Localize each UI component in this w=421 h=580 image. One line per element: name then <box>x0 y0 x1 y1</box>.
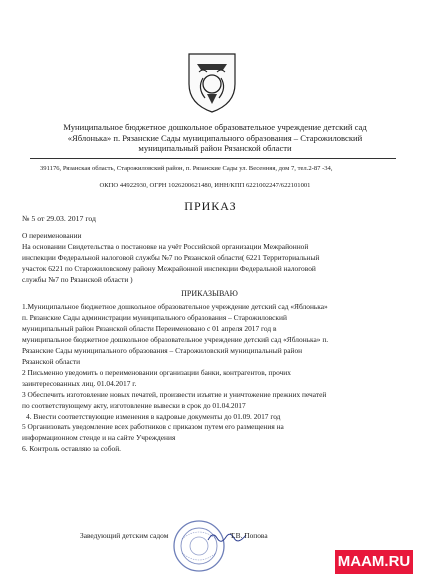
order-number: № 5 от 29.03. 2017 год <box>22 214 97 223</box>
organization-header <box>50 122 380 154</box>
item-2-line: заинтересованных лиц. 01.04.2017 г. <box>22 378 137 388</box>
item-1-line: Рязанской области <box>22 356 81 366</box>
registration-codes: ОКПО 44922930, ОГРН 1026200621480, ИНН/КПП 6221002247/622101001 <box>99 182 311 189</box>
item-5-line: информационном стенде и на сайте Учреждения <box>22 433 176 443</box>
seal-stamp <box>172 519 226 573</box>
org-line: «Яблонька» п. Рязанские Сады муниципального образования – Старожиловский <box>67 132 363 143</box>
item-6-line: 6. Контроль оставляю за собой. <box>22 444 122 454</box>
basis-line: На основании Свидетельства о постановке на учёт Российской организации Межрайонной <box>22 241 309 251</box>
item-3-line: 3 Обеспечить изготовление новых печатей, произвести изъятие и уничтожение прежних печатей <box>22 389 327 399</box>
signatory-position: Заведующий детским садом <box>80 531 169 540</box>
signature-block <box>80 531 340 540</box>
item-1-line: муниципальное бюджетное дошкольное образовательное учреждение детский сад «Яблонька» п. <box>22 335 329 345</box>
item-1-line: муниципальный район Рязанской области Переименовано с 01 апреля 2017 год в <box>22 324 277 334</box>
signatory-name: Т.В. Попова <box>230 531 268 540</box>
item-4-line: 4. Внести соответствующие изменения в кадровые документы до 01.09. 2017 год <box>26 411 281 421</box>
coat-of-arms-emblem <box>183 50 241 114</box>
item-2-line: 2 Письменно уведомить о переименовании организации банки, контрагентов, прочих <box>22 367 291 377</box>
basis-line: службы №7 по Рязанской области ) <box>22 274 133 284</box>
item-1-line: Рязанские Сады муниципального образования – Старожиловский муниципальный район <box>22 346 303 356</box>
subject-line: О переименовании <box>22 231 82 240</box>
item-3-line: по соответствующему акту, изготовление вывески в срок до 01.04.2017 <box>22 400 246 410</box>
org-line: Муниципальное бюджетное дошкольное образовательное учреждение детский сад <box>63 122 367 132</box>
document-title: ПРИКАЗ <box>184 199 237 213</box>
order-body <box>22 231 397 455</box>
header-divider <box>30 158 396 159</box>
item-5-line: 5 Организовать уведомление всех работников с приказом путем его размещения на <box>22 422 284 432</box>
org-line: муниципальный район Рязанской области <box>138 143 292 154</box>
maam-logo[interactable]: MAAM.RU <box>335 550 413 574</box>
prikazyvayu-heading: ПРИКАЗЫВАЮ <box>181 288 238 298</box>
basis-line: инспекции Федеральной налоговой службы №7 по Рязанской области( 6221 Территориальный <box>22 252 320 262</box>
item-1-line: 1.Муниципальное бюджетное дошкольное образовательное учреждение детский сад «Яблонька» <box>22 302 328 312</box>
basis-line: участок 6221 по Старожиловскому району Межрайонной инспекции Федеральной налоговой <box>22 263 316 273</box>
item-1-line: п. Рязанские Сады администрации муниципального образования – Старожиловский <box>22 313 287 323</box>
address-line: 391176, Рязанская область, Старожиловский район, п. Рязанские Сады ул. Весенняя, дом 7, тел.2-87 -34, <box>40 165 333 172</box>
